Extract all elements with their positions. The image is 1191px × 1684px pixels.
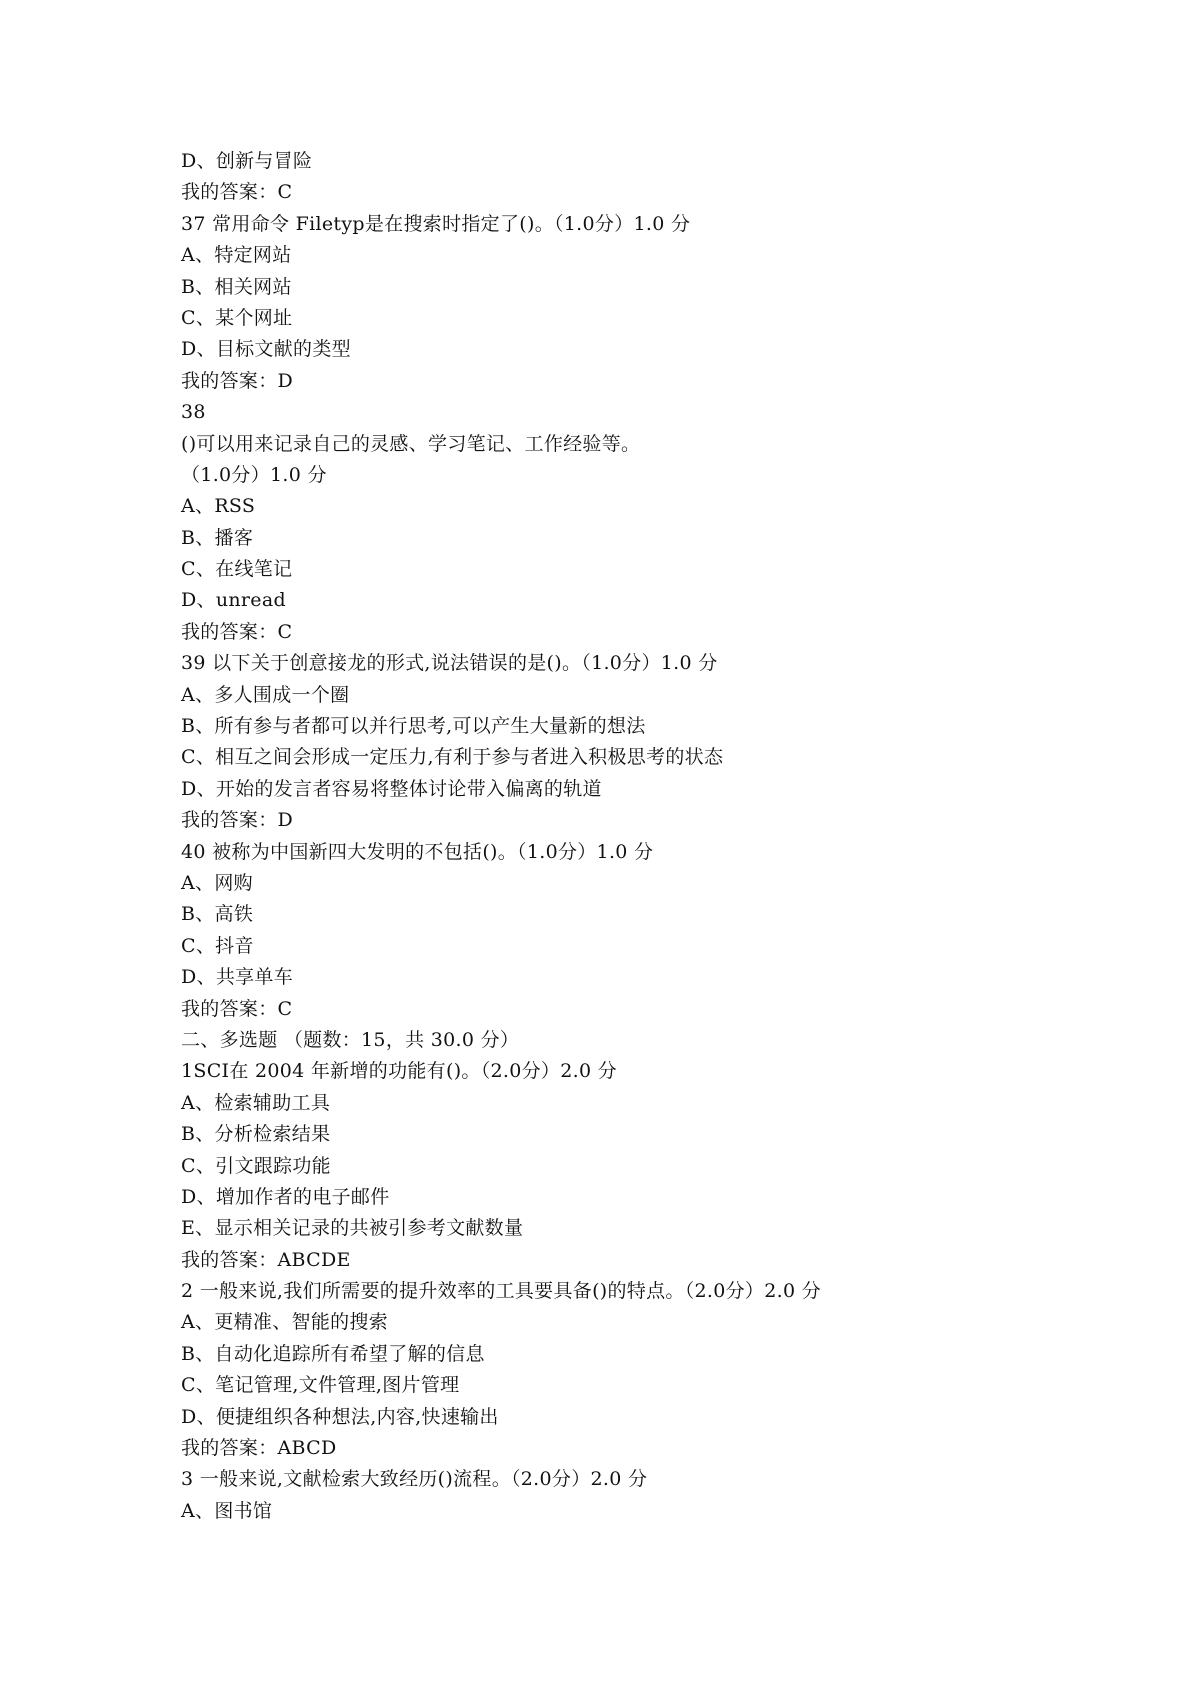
answer-line: 我的答案：C <box>181 997 293 1020</box>
option-line: B、分析检索结果 <box>181 1123 331 1146</box>
document-text <box>181 146 1141 1527</box>
option-line: B、所有参与者都可以并行思考,可以产生大量新的想法 <box>181 715 646 738</box>
option-line: B、高铁 <box>181 903 254 926</box>
option-line: C、引文跟踪功能 <box>181 1154 331 1177</box>
answer-line: 我的答案：D <box>181 369 294 392</box>
option-line: D、共享单车 <box>181 966 294 989</box>
option-line: B、自动化追踪所有希望了解的信息 <box>181 1342 485 1365</box>
question-line: （1.0分）1.0 分 <box>181 463 327 486</box>
option-line: D、创新与冒险 <box>181 150 313 172</box>
answer-line: 我的答案：C <box>181 620 293 643</box>
option-line: C、抖音 <box>181 934 254 957</box>
answer-line: 我的答案：C <box>181 181 293 204</box>
question-line: 1SCI在 2004 年新增的功能有()。（2.0分）2.0 分 <box>181 1060 617 1083</box>
option-line: D、unread <box>181 589 286 612</box>
question-line: 2 一般来说,我们所需要的提升效率的工具要具备()的特点。（2.0分）2.0 分 <box>181 1280 821 1303</box>
option-line: A、检索辅助工具 <box>181 1091 331 1114</box>
option-line: B、播客 <box>181 526 254 549</box>
option-line: D、便捷组织各种想法,内容,快速输出 <box>181 1405 499 1428</box>
option-line: C、相互之间会形成一定压力,有利于参与者进入积极思考的状态 <box>181 746 724 769</box>
question-line: 38 <box>181 401 206 424</box>
option-line: C、笔记管理,文件管理,图片管理 <box>181 1374 460 1397</box>
answer-line: 我的答案：ABCDE <box>181 1248 351 1271</box>
option-line: A、图书馆 <box>181 1499 273 1522</box>
option-line: A、特定网站 <box>181 244 292 267</box>
option-line: A、网购 <box>181 871 253 894</box>
question-line: ()可以用来记录自己的灵感、学习笔记、工作经验等。 <box>181 432 641 455</box>
option-line: A、更精准、智能的搜索 <box>181 1311 389 1334</box>
option-line: D、增加作者的电子邮件 <box>181 1185 390 1208</box>
question-line: 3 一般来说,文献检索大致经历()流程。（2.0分）2.0 分 <box>181 1468 648 1491</box>
option-line: B、相关网站 <box>181 275 292 298</box>
question-line: 39 以下关于创意接龙的形式,说法错误的是()。（1.0分）1.0 分 <box>181 652 718 675</box>
answer-line: 我的答案：D <box>181 809 294 832</box>
option-line: A、多人围成一个圈 <box>181 683 350 706</box>
option-line: E、显示相关记录的共被引参考文献数量 <box>181 1217 524 1240</box>
option-line: D、开始的发言者容易将整体讨论带入偏离的轨道 <box>181 777 602 800</box>
option-line: D、目标文献的类型 <box>181 338 351 361</box>
question-line: 37 常用命令 Filetyp是在搜索时指定了()。（1.0分）1.0 分 <box>181 212 691 235</box>
question-line: 40 被称为中国新四大发明的不包括()。（1.0分）1.0 分 <box>181 840 654 863</box>
option-line: C、在线笔记 <box>181 558 293 581</box>
option-line: C、某个网址 <box>181 306 293 329</box>
option-line: A、RSS <box>181 495 256 518</box>
answer-line: 我的答案：ABCD <box>181 1437 337 1460</box>
section-heading: 二、多选题 （题数：15，共 30.0 分） <box>181 1028 520 1051</box>
